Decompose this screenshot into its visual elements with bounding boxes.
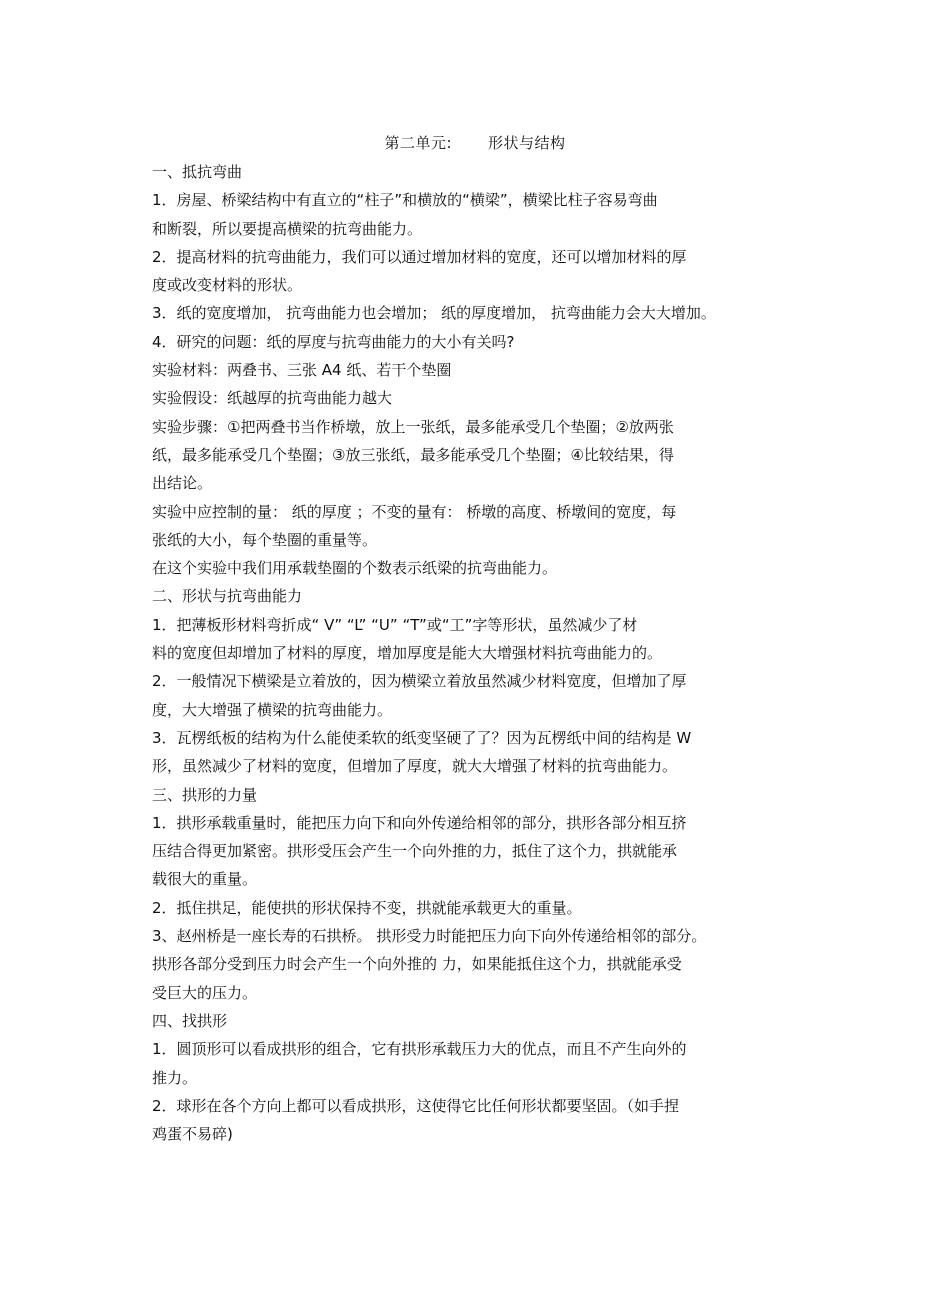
text-line: 1．拱形承载重量时，能把压力向下和向外传递给相邻的部分，拱形各部分相互挤 [152, 813, 687, 832]
section-heading: 四、找拱形 [152, 1011, 228, 1030]
text-line: 在这个实验中我们用承载垫圈的个数表示纸梁的抗弯曲能力。 [152, 559, 558, 578]
text-line: 推力。 [152, 1068, 198, 1087]
text-line: 2．一般情况下横梁是立着放的，因为横梁立着放虽然减少材料宽度，但增加了厚 [152, 672, 687, 691]
text-line: 2．球形在各个方向上都可以看成拱形，这使得它比任何形状都要坚固。（如手捏 [152, 1096, 680, 1115]
text-line: 实验中应控制的量： 纸的厚度 ；不变的量有： 桥墩的高度、桥墩间的宽度，每 [152, 502, 677, 521]
text-line: 1．把薄板形材料弯折成“ V” “L” “U” “T”或“工”字等形状，虽然减少了材 [152, 615, 638, 634]
text-line: 实验步骤：①把两叠书当作桥墩，放上一张纸，最多能承受几个垫圈；②放两张 [152, 417, 674, 436]
text-line: 压结合得更加紧密。拱形受压会产生一个向外推的力，抵住了这个力，拱就能承 [152, 842, 678, 861]
section-heading: 一、抵抗弯曲 [152, 163, 243, 181]
text-line: 张纸的大小，每个垫圈的重量等。 [152, 530, 378, 549]
text-line: 度或改变材料的形状。 [152, 276, 303, 295]
text-line: 形，虽然减少了材料的宽度，但增加了厚度，就大大增强了材料的抗弯曲能力。 [152, 757, 678, 776]
text-line: 3．瓦楞纸板的结构为什么能使柔软的纸变坚硬了了？因为瓦楞纸中间的结构是 W [152, 728, 692, 747]
document-body [152, 158, 802, 1148]
text-line: 度，大大增强了横梁的抗弯曲能力。 [152, 700, 393, 719]
text-line: 实验假设：纸越厚的抗弯曲能力越大 [152, 389, 393, 408]
text-line: 1．房屋、桥梁结构中有直立的“柱子”和横放的“横梁”，横梁比柱子容易弯曲 [152, 191, 658, 210]
title-unit: 第二单元: [384, 134, 453, 152]
title-topic: 形状与结构 [488, 134, 566, 152]
text-line: 实验材料：两叠书、三张 A4 纸、若干个垫圈 [152, 361, 452, 380]
text-line: 受巨大的压力。 [152, 983, 258, 1002]
text-line: 出结论。 [152, 474, 213, 493]
text-line: 拱形各部分受到压力时会产生一个向外推的 力，如果能抵住这个力，拱就能承受 [152, 955, 682, 974]
text-line: 1．圆顶形可以看成拱形的组合，它有拱形承载压力大的优点，而且不产生向外的 [152, 1040, 687, 1059]
page-title [0, 132, 950, 153]
text-line: 4．研究的问题：纸的厚度与抗弯曲能力的大小有关吗? [152, 332, 515, 351]
section-heading: 三、拱形的力量 [152, 785, 258, 804]
text-line: 纸，最多能承受几个垫圈；③放三张纸，最多能承受几个垫圈；④比较结果，得 [152, 445, 674, 464]
text-line: 3、赵州桥是一座长寿的石拱桥。 拱形受力时能把压力向下向外传递给相邻的部分。 [152, 927, 707, 946]
text-line: 2．抵住拱足，能使拱的形状保持不变，拱就能承载更大的重量。 [152, 898, 582, 917]
text-line: 料的宽度但却增加了材料的厚度，增加厚度是能大大增强材料抗弯曲能力的。 [152, 644, 663, 663]
text-line: 2．提高材料的抗弯曲能力，我们可以通过增加材料的宽度，还可以增加材料的厚 [152, 247, 687, 266]
text-line: 鸡蛋不易碎) [152, 1125, 233, 1144]
text-line: 载很大的重量。 [152, 870, 258, 889]
text-line: 和断裂，所以要提高横梁的抗弯曲能力。 [152, 219, 423, 238]
text-line: 3．纸的宽度增加， 抗弯曲能力也会增加； 纸的厚度增加， 抗弯曲能力会大大增加。 [152, 304, 716, 323]
section-heading: 二、形状与抗弯曲能力 [152, 587, 303, 606]
